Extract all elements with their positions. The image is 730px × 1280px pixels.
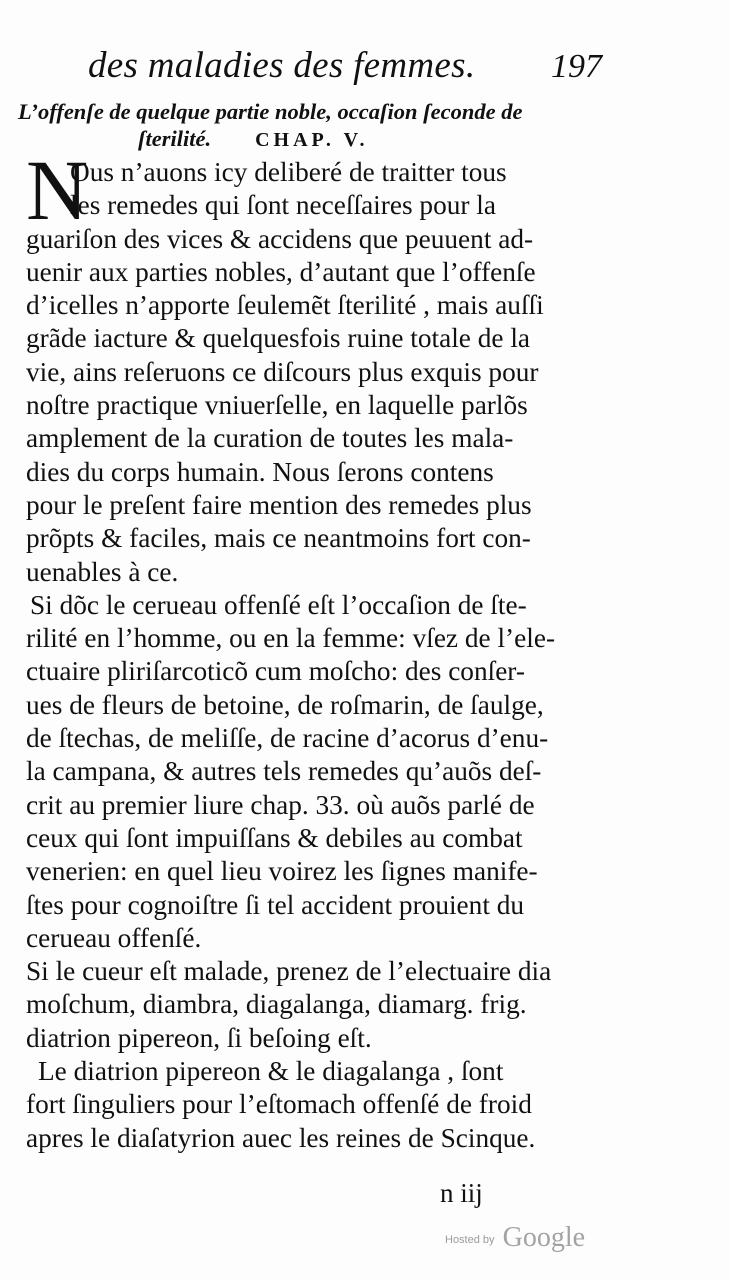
text-line: la campana, & autres tels remedes qu’auõs deſ- [26,756,542,787]
watermark-brand: Google [502,1222,586,1253]
text-line: Si le cueur eſt malade, prenez de l’electuaire dia [26,956,552,987]
hosted-by-watermark [445,1222,585,1254]
text-line: crit au premier liure chap. 33. où auõs parlé de [26,789,535,820]
text-line: fort ſinguliers pour l’eſtomach offenſé de froid [26,1089,532,1120]
text-line: rilité en l’homme, ou en la femme: vſez de l’ele- [26,623,556,654]
drop-cap: N [26,142,89,238]
chapter-title-line2: ſterilité. [138,126,212,151]
text-line: Si dõc le cerueau offenſé eſt l’occaſion de ſte- [30,589,527,620]
text-line: guariſon des vices & accidens que peuuent ad- [26,223,534,254]
text-line: ceux qui ſont impuiſſans & debiles au combat [26,822,523,853]
chapter-title-line2-wrap [18,125,618,154]
text-line: pour le preſent faire mention des remedes plus [26,489,532,520]
chapter-title-line1: L’offenſe de quelque partie noble, occaſion ſeconde de [18,99,523,124]
text-line: dies du corps humain. Nous ſerons contens [26,456,494,487]
text-line: cerueau offenſé. [26,922,202,953]
text-line: noſtre practique vniuerſelle, en laquelle parlõs [26,390,528,421]
watermark-prefix: Hosted by [445,1234,495,1246]
text-line: grãde iacture & quelquesfois ruine totale de la [26,323,531,354]
chapter-label: CHAP. V. [255,129,369,151]
text-line: amplement de la curation de toutes les mala- [26,423,514,454]
text-line: uenir aux parties nobles, d’autant que l’offenſe [26,256,536,287]
page-number: 197 [551,48,602,85]
text-line: venerien: en quel lieu voirez les ſignes manife- [26,856,538,887]
text-line: diatrion pipereon, ſi beſoing eſt. [26,1022,372,1053]
text-line: uenables à ce. [26,556,179,587]
signature-mark: n iij [440,1178,483,1208]
text-line: moſchum, diambra, diagalanga, diamarg. frig. [26,989,527,1020]
text-line: de ſtechas, de meliſſe, de racine d’acorus d’enu- [26,723,549,754]
body-text [26,156,606,1155]
text-line: les remedes qui ſont neceſſaires pour la [70,190,496,221]
text-line: Ous n’auons icy deliberé de traitter tous [70,157,507,187]
text-line: ues de fleurs de betoine, de roſmarin, de ſaulge, [26,689,544,720]
text-line: ſtes pour cognoiſtre ſi tel accident prouient du [26,889,525,920]
text-line: d’icelles n’apporte ſeulemẽt ſterilité , mais auſſi [26,290,544,321]
text-line: apres le diaſatyrion auec les reines de Scinque. [26,1122,536,1153]
running-head: des maladies des femmes. [88,45,476,86]
text-line: vie, ains reſeruons ce diſcours plus exquis pour [26,356,539,387]
text-line: prõpts & faciles, mais ce neantmoins fort con- [26,523,531,554]
text-line: ctuaire pliriſarcoticõ cum moſcho: des conſer- [26,656,525,687]
page-header [88,44,608,92]
text-line: Le diatrion pipereon & le diagalanga , ſont [38,1056,504,1087]
chapter-title [18,98,618,154]
